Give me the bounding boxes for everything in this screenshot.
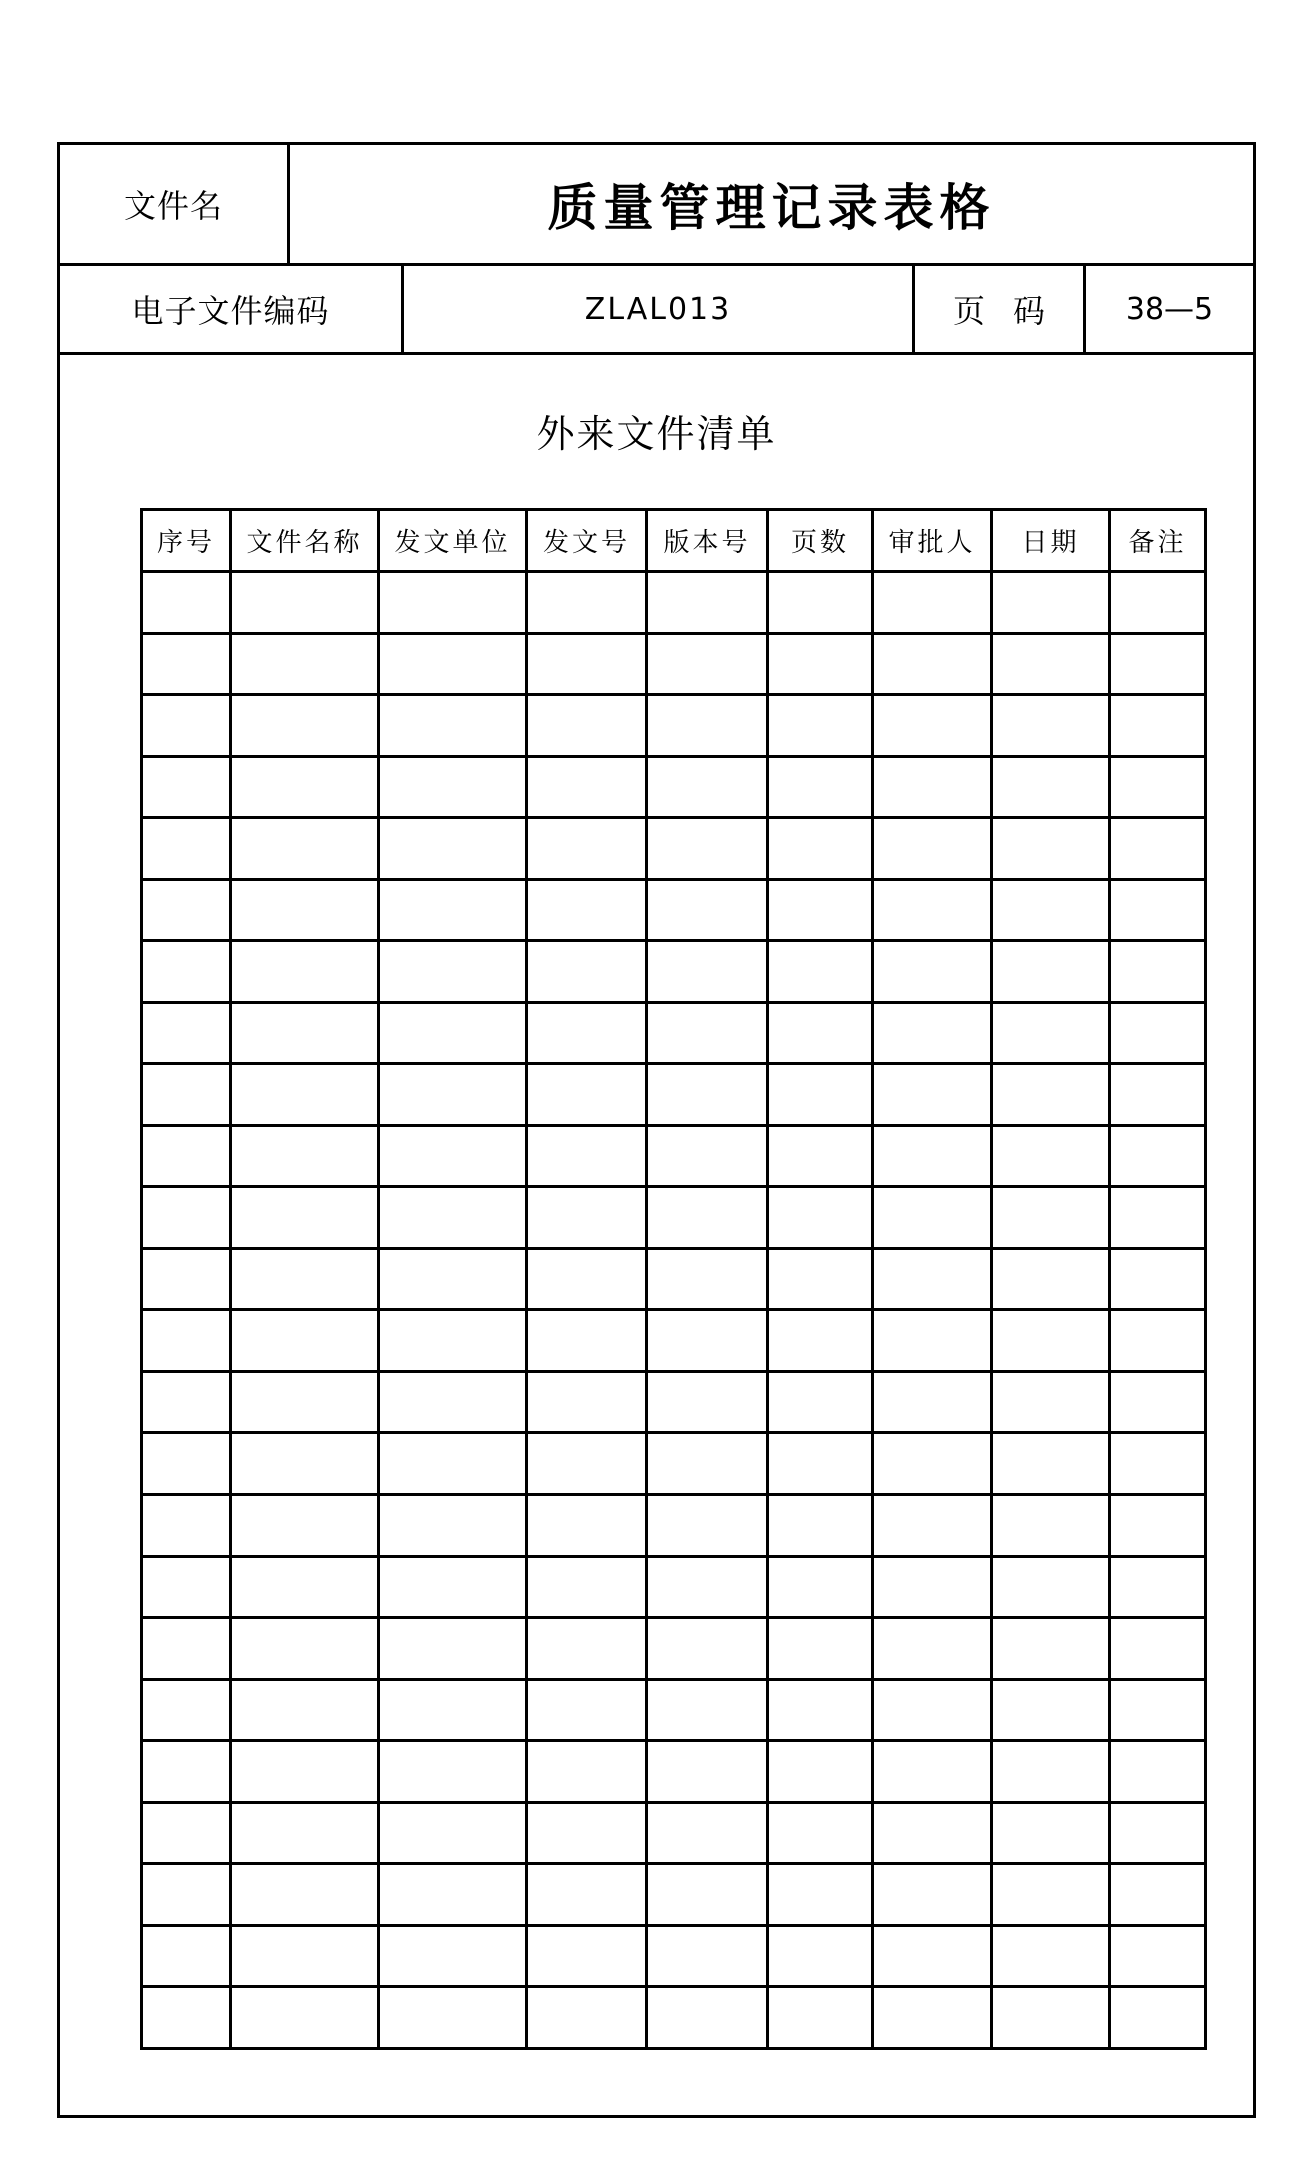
table-cell-empty[interactable] [527, 1433, 647, 1495]
document-list-table [140, 508, 1207, 2050]
table-cell-empty[interactable] [647, 1248, 768, 1310]
table-cell-empty[interactable] [1110, 1802, 1206, 1864]
table-cell-empty[interactable] [647, 1125, 768, 1187]
table-cell-empty[interactable] [527, 756, 647, 818]
table-cell-empty[interactable] [379, 1433, 527, 1495]
table-cell-empty[interactable] [768, 633, 873, 695]
header-row-title [60, 145, 1253, 266]
table-cell-empty[interactable] [647, 633, 768, 695]
table-cell-empty[interactable] [768, 1925, 873, 1987]
table-cell-empty[interactable] [1110, 1310, 1206, 1372]
table-row [142, 1864, 1206, 1926]
table-row [142, 1556, 1206, 1618]
table-cell-empty[interactable] [231, 572, 379, 634]
table-cell-empty[interactable] [527, 1987, 647, 2049]
table-cell-empty[interactable] [1110, 1556, 1206, 1618]
table-cell-empty[interactable] [647, 1310, 768, 1372]
table-cell-empty[interactable] [647, 572, 768, 634]
table-cell-empty[interactable] [873, 756, 992, 818]
table-cell-empty[interactable] [1110, 572, 1206, 634]
table-cell-empty[interactable] [647, 879, 768, 941]
table-cell-empty[interactable] [231, 941, 379, 1003]
table-cell-empty[interactable] [1110, 1925, 1206, 1987]
table-cell-empty[interactable] [873, 1371, 992, 1433]
table-cell-empty[interactable] [992, 756, 1110, 818]
file-name-label-cell [60, 145, 290, 263]
table-cell-empty[interactable] [1110, 695, 1206, 757]
table-cell-empty[interactable] [231, 1802, 379, 1864]
table-cell-empty[interactable] [527, 1741, 647, 1803]
table-cell-empty[interactable] [527, 941, 647, 1003]
table-cell-empty[interactable] [647, 1864, 768, 1926]
table-cell-empty[interactable] [873, 1125, 992, 1187]
table-cell-empty[interactable] [873, 1802, 992, 1864]
table-cell-empty[interactable] [768, 1064, 873, 1126]
column-header-remarks: 备注 [1110, 510, 1206, 572]
table-cell-empty[interactable] [142, 879, 231, 941]
table-cell-empty[interactable] [647, 818, 768, 880]
table-cell-empty[interactable] [231, 1125, 379, 1187]
table-cell-empty[interactable] [992, 1371, 1110, 1433]
table-cell-empty[interactable] [231, 1741, 379, 1803]
table-cell-empty[interactable] [873, 1494, 992, 1556]
table-cell-empty[interactable] [768, 1741, 873, 1803]
table-cell-empty[interactable] [647, 1618, 768, 1680]
table-cell-empty[interactable] [647, 695, 768, 757]
table-header-row [142, 510, 1206, 572]
column-header-pages: 页数 [768, 510, 873, 572]
table-cell-empty[interactable] [142, 1494, 231, 1556]
table-cell-empty[interactable] [231, 1925, 379, 1987]
table-cell-empty[interactable] [1110, 1864, 1206, 1926]
table-cell-empty[interactable] [231, 1371, 379, 1433]
table-row [142, 695, 1206, 757]
table-cell-empty[interactable] [231, 1433, 379, 1495]
table-row [142, 879, 1206, 941]
table-cell-empty[interactable] [768, 756, 873, 818]
table-cell-empty[interactable] [647, 1187, 768, 1249]
table-cell-empty[interactable] [231, 1002, 379, 1064]
table-cell-empty[interactable] [142, 1556, 231, 1618]
table-cell-empty[interactable] [142, 572, 231, 634]
table-row [142, 1002, 1206, 1064]
table-cell-empty[interactable] [231, 1248, 379, 1310]
table-cell-empty[interactable] [142, 1187, 231, 1249]
table-cell-empty[interactable] [379, 818, 527, 880]
form-title: 外来文件清单 [536, 412, 777, 456]
table-cell-empty[interactable] [873, 1925, 992, 1987]
table-cell-empty[interactable] [768, 1433, 873, 1495]
table-cell-empty[interactable] [379, 1248, 527, 1310]
table-cell-empty[interactable] [768, 1248, 873, 1310]
table-cell-empty[interactable] [992, 1741, 1110, 1803]
table-cell-empty[interactable] [873, 1679, 992, 1741]
table-cell-empty[interactable] [647, 1802, 768, 1864]
table-cell-empty[interactable] [647, 1925, 768, 1987]
table-cell-empty[interactable] [527, 1064, 647, 1126]
table-cell-empty[interactable] [379, 695, 527, 757]
table-cell-empty[interactable] [231, 1187, 379, 1249]
table-cell-empty[interactable] [142, 1741, 231, 1803]
table-cell-empty[interactable] [142, 941, 231, 1003]
table-cell-empty[interactable] [1110, 1187, 1206, 1249]
table-cell-empty[interactable] [873, 1618, 992, 1680]
table-cell-empty[interactable] [379, 1802, 527, 1864]
table-cell-empty[interactable] [527, 1618, 647, 1680]
table-cell-empty[interactable] [768, 695, 873, 757]
table-cell-empty[interactable] [873, 879, 992, 941]
table-row [142, 572, 1206, 634]
table-cell-empty[interactable] [873, 633, 992, 695]
table-cell-empty[interactable] [647, 1433, 768, 1495]
table-cell-empty[interactable] [142, 695, 231, 757]
table-cell-empty[interactable] [527, 572, 647, 634]
table-cell-empty[interactable] [142, 1064, 231, 1126]
table-cell-empty[interactable] [768, 1556, 873, 1618]
table-cell-empty[interactable] [992, 633, 1110, 695]
page-label-cell [915, 266, 1086, 352]
table-cell-empty[interactable] [527, 1802, 647, 1864]
table-cell-empty[interactable] [379, 1618, 527, 1680]
table-cell-empty[interactable] [873, 695, 992, 757]
table-cell-empty[interactable] [768, 818, 873, 880]
table-cell-empty[interactable] [231, 1864, 379, 1926]
table-cell-empty[interactable] [1110, 1494, 1206, 1556]
table-cell-empty[interactable] [1110, 818, 1206, 880]
table-cell-empty[interactable] [992, 1002, 1110, 1064]
column-header-file-name: 文件名称 [231, 510, 379, 572]
table-cell-empty[interactable] [142, 633, 231, 695]
table-cell-empty[interactable] [768, 572, 873, 634]
table-cell-empty[interactable] [1110, 1248, 1206, 1310]
table-row [142, 1310, 1206, 1372]
table-cell-empty[interactable] [992, 1310, 1110, 1372]
table-row [142, 1494, 1206, 1556]
table-row [142, 1248, 1206, 1310]
table-cell-empty[interactable] [647, 1371, 768, 1433]
column-header-version: 版本号 [647, 510, 768, 572]
table-cell-empty[interactable] [527, 633, 647, 695]
table-body [142, 572, 1206, 2049]
column-header-approver: 审批人 [873, 510, 992, 572]
table-row [142, 941, 1206, 1003]
table-cell-empty[interactable] [142, 818, 231, 880]
table-cell-empty[interactable] [527, 1187, 647, 1249]
table-cell-empty[interactable] [992, 1556, 1110, 1618]
table-cell-empty[interactable] [379, 1679, 527, 1741]
table-cell-empty[interactable] [873, 1002, 992, 1064]
table-cell-empty[interactable] [142, 1802, 231, 1864]
table-cell-empty[interactable] [873, 1187, 992, 1249]
table-cell-empty[interactable] [231, 879, 379, 941]
table-cell-empty[interactable] [647, 1987, 768, 2049]
table-row [142, 1187, 1206, 1249]
table-cell-empty[interactable] [379, 1064, 527, 1126]
table-cell-empty[interactable] [768, 1310, 873, 1372]
table-cell-empty[interactable] [992, 1802, 1110, 1864]
table-cell-empty[interactable] [231, 633, 379, 695]
table-cell-empty[interactable] [231, 1310, 379, 1372]
table-cell-empty[interactable] [768, 1987, 873, 2049]
table-cell-empty[interactable] [992, 1925, 1110, 1987]
electronic-code-value-cell [404, 266, 915, 352]
table-cell-empty[interactable] [992, 941, 1110, 1003]
electronic-code-value: ZLAL013 [584, 291, 732, 327]
table-cell-empty[interactable] [1110, 1371, 1206, 1433]
table-row [142, 1802, 1206, 1864]
table-cell-empty[interactable] [1110, 1679, 1206, 1741]
table-cell-empty[interactable] [142, 1371, 231, 1433]
table-row [142, 1925, 1206, 1987]
table-cell-empty[interactable] [768, 1618, 873, 1680]
table-cell-empty[interactable] [379, 1925, 527, 1987]
table-cell-empty[interactable] [379, 633, 527, 695]
page-value: 38—5 [1125, 291, 1214, 327]
page-value-cell [1086, 266, 1253, 352]
table-cell-empty[interactable] [873, 941, 992, 1003]
electronic-code-label-cell [60, 266, 404, 352]
table-cell-empty[interactable] [768, 1864, 873, 1926]
table-cell-empty[interactable] [142, 1310, 231, 1372]
table-row [142, 818, 1206, 880]
table-cell-empty[interactable] [142, 1248, 231, 1310]
table-cell-empty[interactable] [768, 879, 873, 941]
table-cell-empty[interactable] [231, 1494, 379, 1556]
table-cell-empty[interactable] [142, 1987, 231, 2049]
table-cell-empty[interactable] [379, 1494, 527, 1556]
table-cell-empty[interactable] [379, 1310, 527, 1372]
table-row [142, 1618, 1206, 1680]
table-cell-empty[interactable] [873, 1556, 992, 1618]
doc-title-cell [290, 145, 1253, 263]
table-cell-empty[interactable] [142, 1679, 231, 1741]
table-cell-empty[interactable] [873, 572, 992, 634]
table-row [142, 1679, 1206, 1741]
file-name-label: 文件名 [123, 187, 223, 225]
column-header-issuing-unit: 发文单位 [379, 510, 527, 572]
table-row [142, 1371, 1206, 1433]
table-cell-empty[interactable] [527, 1494, 647, 1556]
table-cell-empty[interactable] [379, 1741, 527, 1803]
table-row [142, 1987, 1206, 2049]
table-cell-empty[interactable] [1110, 756, 1206, 818]
table-cell-empty[interactable] [231, 818, 379, 880]
table-row [142, 633, 1206, 695]
electronic-code-label: 电子文件编码 [131, 292, 330, 330]
table-cell-empty[interactable] [379, 879, 527, 941]
table-cell-empty[interactable] [142, 1433, 231, 1495]
table-cell-empty[interactable] [527, 1248, 647, 1310]
column-header-serial: 序号 [142, 510, 231, 572]
table-cell-empty[interactable] [992, 818, 1110, 880]
table-cell-empty[interactable] [647, 1002, 768, 1064]
table-cell-empty[interactable] [142, 1618, 231, 1680]
table-cell-empty[interactable] [873, 1248, 992, 1310]
table-cell-empty[interactable] [379, 1187, 527, 1249]
table-cell-empty[interactable] [992, 1679, 1110, 1741]
table-cell-empty[interactable] [142, 756, 231, 818]
header-row-code [60, 266, 1253, 355]
table-cell-empty[interactable] [768, 1187, 873, 1249]
table-cell-empty[interactable] [231, 1556, 379, 1618]
table-cell-empty[interactable] [873, 1987, 992, 2049]
table-cell-empty[interactable] [768, 1802, 873, 1864]
table-cell-empty[interactable] [992, 1987, 1110, 2049]
table-cell-empty[interactable] [142, 1925, 231, 1987]
table-cell-empty[interactable] [231, 1064, 379, 1126]
table-cell-empty[interactable] [527, 1679, 647, 1741]
table-cell-empty[interactable] [647, 1679, 768, 1741]
table-cell-empty[interactable] [527, 1556, 647, 1618]
table-cell-empty[interactable] [527, 879, 647, 941]
table-cell-empty[interactable] [768, 1125, 873, 1187]
table-cell-empty[interactable] [1110, 1433, 1206, 1495]
table-cell-empty[interactable] [1110, 1064, 1206, 1126]
table-cell-empty[interactable] [379, 572, 527, 634]
table-cell-empty[interactable] [379, 756, 527, 818]
table-cell-empty[interactable] [231, 1618, 379, 1680]
table-cell-empty[interactable] [992, 695, 1110, 757]
table-cell-empty[interactable] [873, 1741, 992, 1803]
table-cell-empty[interactable] [527, 1310, 647, 1372]
table-row [142, 1741, 1206, 1803]
table-cell-empty[interactable] [231, 1679, 379, 1741]
column-header-date: 日期 [992, 510, 1110, 572]
table-cell-empty[interactable] [379, 1371, 527, 1433]
table-row [142, 1433, 1206, 1495]
table-cell-empty[interactable] [768, 1679, 873, 1741]
table-cell-empty[interactable] [873, 1310, 992, 1372]
table-cell-empty[interactable] [1110, 1125, 1206, 1187]
table-cell-empty[interactable] [768, 1371, 873, 1433]
table-cell-empty[interactable] [527, 1371, 647, 1433]
table-cell-empty[interactable] [992, 1864, 1110, 1926]
table-cell-empty[interactable] [527, 1925, 647, 1987]
table-cell-empty[interactable] [873, 1433, 992, 1495]
table-cell-empty[interactable] [527, 695, 647, 757]
table-cell-empty[interactable] [1110, 1002, 1206, 1064]
table-cell-empty[interactable] [527, 1864, 647, 1926]
table-cell-empty[interactable] [527, 818, 647, 880]
page-label: 页码 [952, 292, 1073, 330]
table-cell-empty[interactable] [768, 1494, 873, 1556]
table-cell-empty[interactable] [379, 1987, 527, 2049]
table-row [142, 756, 1206, 818]
table-cell-empty[interactable] [992, 1125, 1110, 1187]
table-cell-empty[interactable] [647, 756, 768, 818]
table-cell-empty[interactable] [379, 1864, 527, 1926]
table-cell-empty[interactable] [647, 1556, 768, 1618]
table-cell-empty[interactable] [527, 1125, 647, 1187]
table-cell-empty[interactable] [992, 1494, 1110, 1556]
table-cell-empty[interactable] [1110, 941, 1206, 1003]
table-cell-empty[interactable] [1110, 1741, 1206, 1803]
table-row [142, 1125, 1206, 1187]
table-cell-empty[interactable] [379, 1125, 527, 1187]
table-cell-empty[interactable] [379, 1002, 527, 1064]
table-cell-empty[interactable] [873, 1064, 992, 1126]
table-cell-empty[interactable] [647, 941, 768, 1003]
table-cell-empty[interactable] [142, 1125, 231, 1187]
table-cell-empty[interactable] [768, 1002, 873, 1064]
table-cell-empty[interactable] [1110, 1987, 1206, 2049]
table-cell-empty[interactable] [992, 1064, 1110, 1126]
table-cell-empty[interactable] [992, 1248, 1110, 1310]
table-cell-empty[interactable] [1110, 1618, 1206, 1680]
table-cell-empty[interactable] [527, 1002, 647, 1064]
table-cell-empty[interactable] [1110, 879, 1206, 941]
table-cell-empty[interactable] [1110, 633, 1206, 695]
table-cell-empty[interactable] [231, 695, 379, 757]
table-cell-empty[interactable] [873, 818, 992, 880]
table-cell-empty[interactable] [992, 1187, 1110, 1249]
table-cell-empty[interactable] [231, 756, 379, 818]
table-row [142, 1064, 1206, 1126]
table-cell-empty[interactable] [992, 879, 1110, 941]
column-header-document-number: 发文号 [527, 510, 647, 572]
table-cell-empty[interactable] [992, 572, 1110, 634]
table-cell-empty[interactable] [768, 941, 873, 1003]
table-cell-empty[interactable] [142, 1002, 231, 1064]
table-cell-empty[interactable] [992, 1433, 1110, 1495]
table-cell-empty[interactable] [647, 1741, 768, 1803]
table-cell-empty[interactable] [379, 1556, 527, 1618]
table-cell-empty[interactable] [142, 1864, 231, 1926]
doc-title: 质量管理记录表格 [547, 179, 996, 237]
table-cell-empty[interactable] [647, 1064, 768, 1126]
table-cell-empty[interactable] [231, 1987, 379, 2049]
table-cell-empty[interactable] [379, 941, 527, 1003]
table-cell-empty[interactable] [992, 1618, 1110, 1680]
table-cell-empty[interactable] [647, 1494, 768, 1556]
table-cell-empty[interactable] [873, 1864, 992, 1926]
